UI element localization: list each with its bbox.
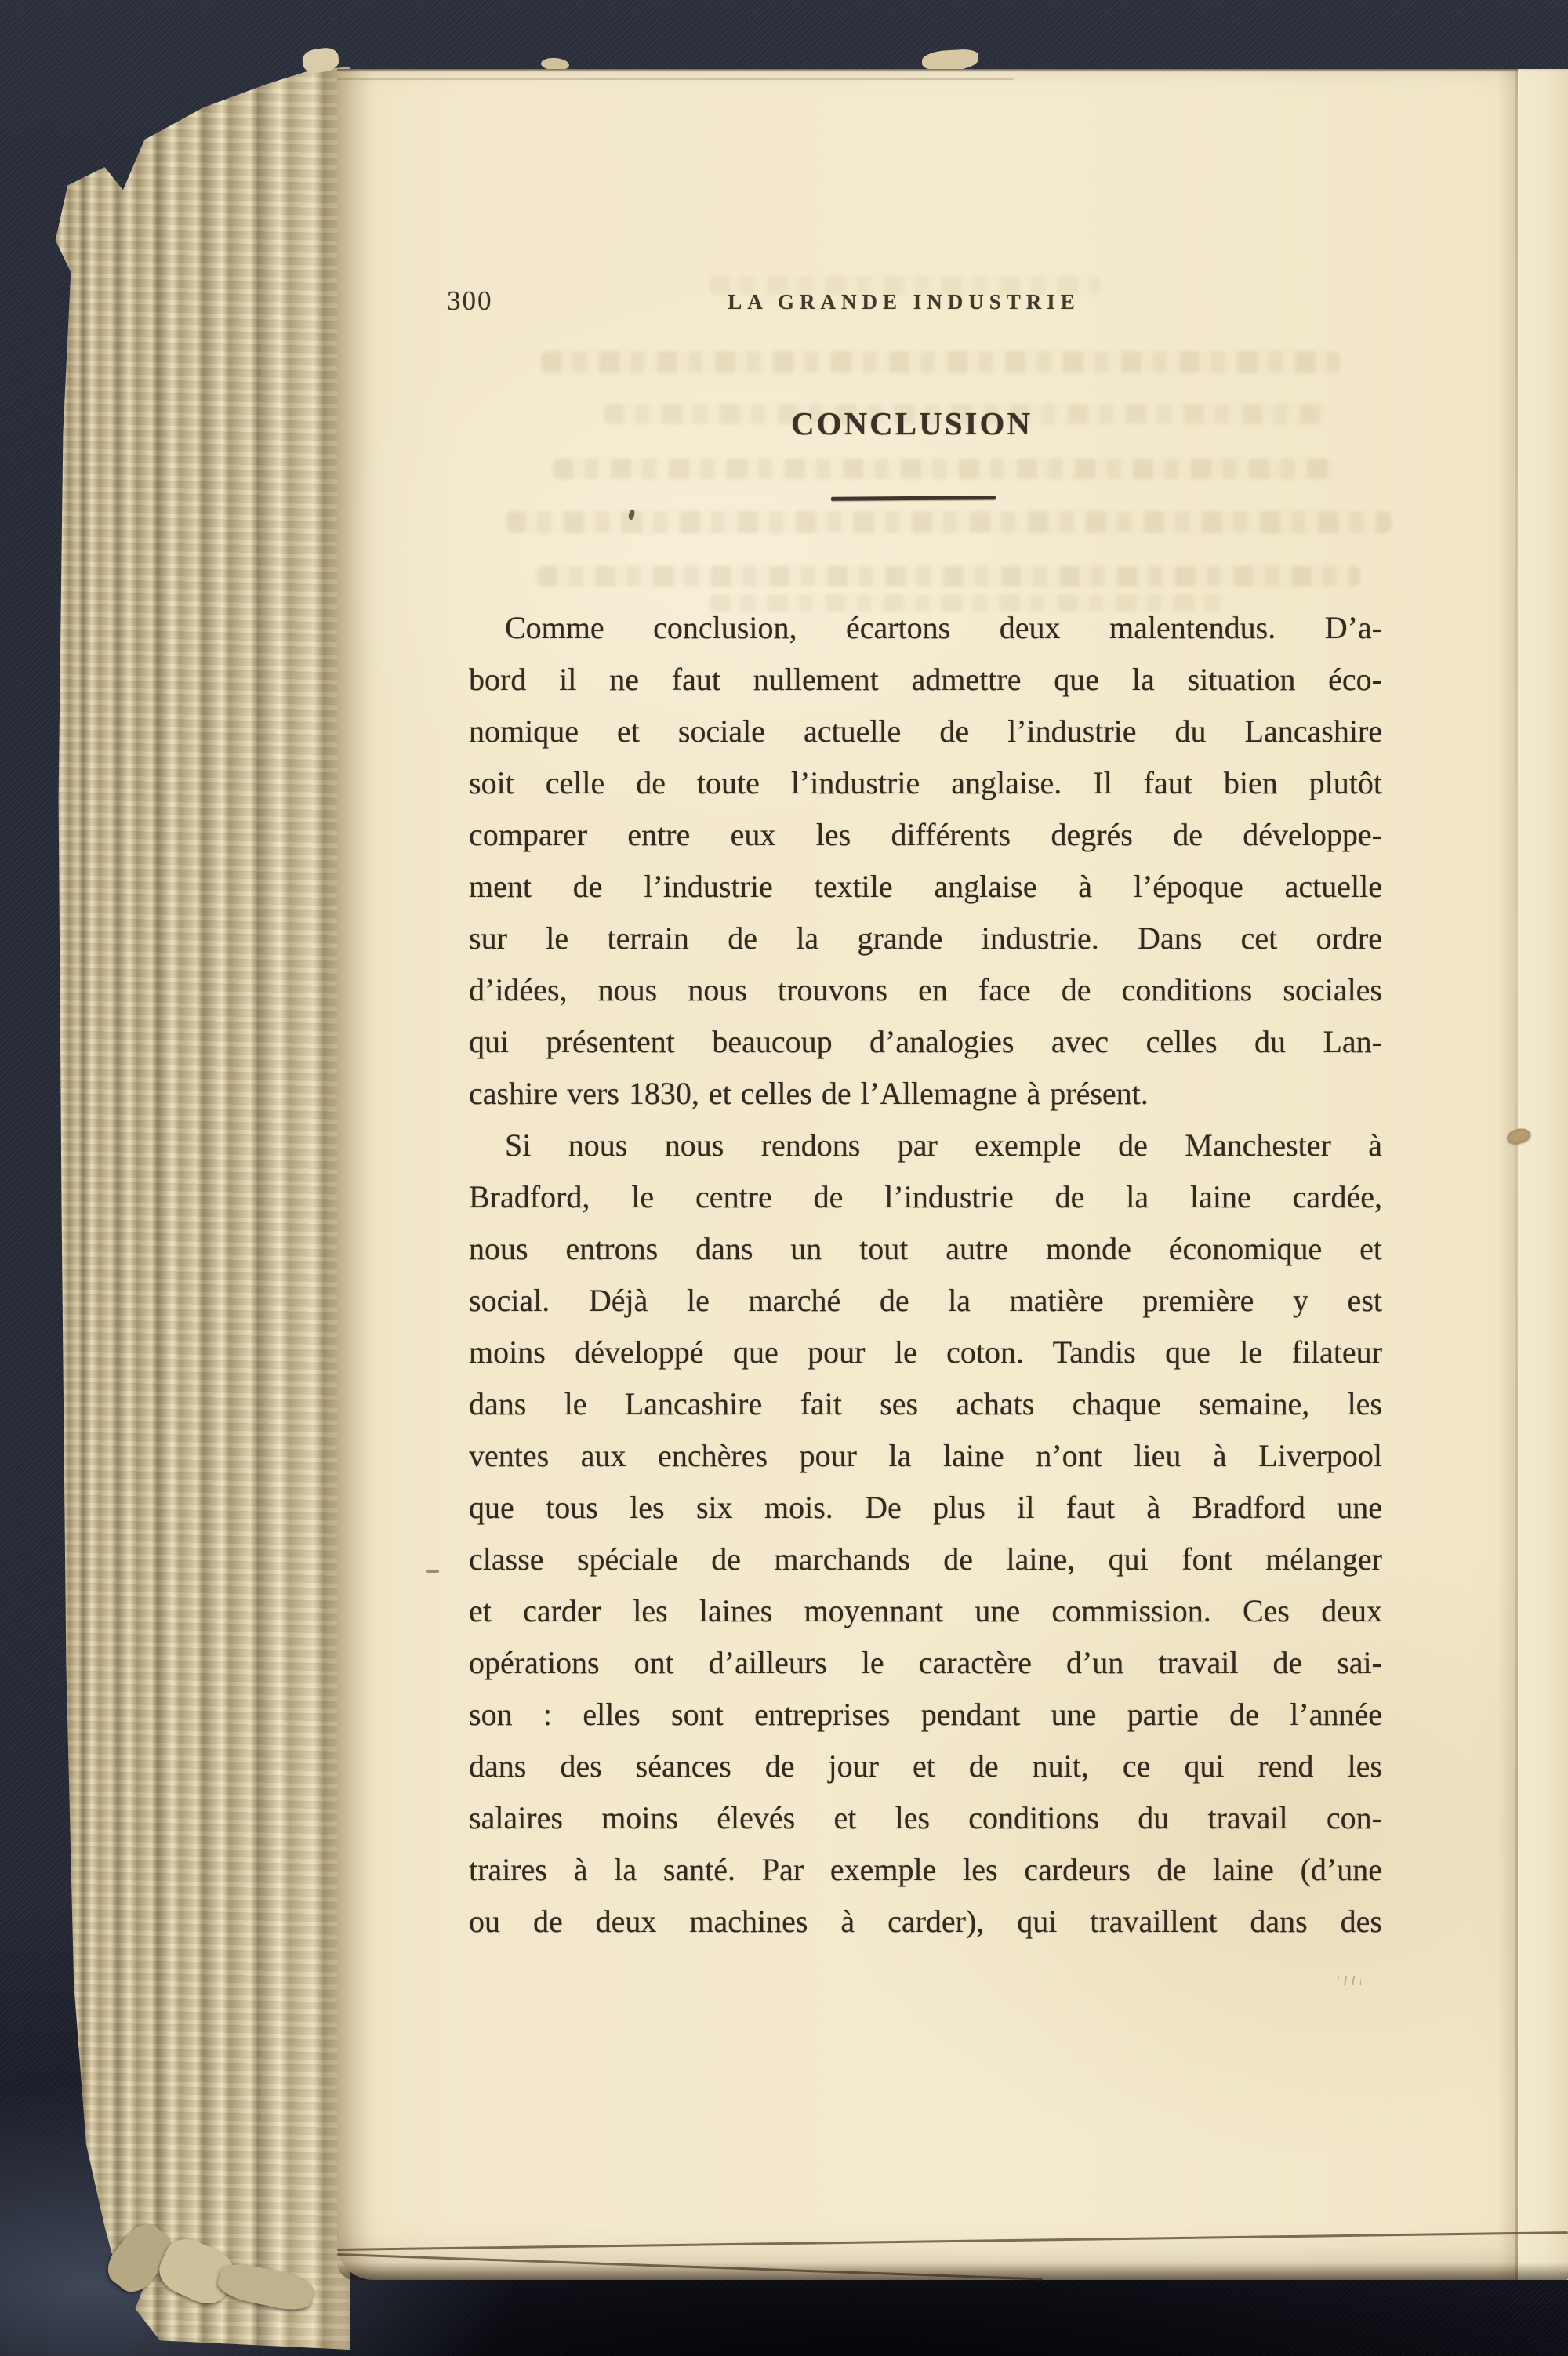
text-line: comparer entre eux les différents degrés de développe- <box>469 817 1382 852</box>
text-line: ment de l’industrie textile anglaise à l’époque actuelle <box>469 869 1382 904</box>
text-block <box>469 602 1382 1948</box>
margin-mark <box>426 1570 439 1573</box>
text-line: que tous les six mois. De plus il faut à Bradford une <box>469 1490 1382 1525</box>
running-title: LA GRANDE INDUSTRIE <box>728 290 1080 314</box>
page-number: 300 <box>447 285 493 316</box>
text-line: dans des séances de jour et de nuit, ce qui rend les <box>469 1748 1382 1784</box>
text-line: traires à la santé. Par exemple les cardeurs de laine (d’une <box>469 1852 1382 1887</box>
page-stack-edges <box>43 67 350 2350</box>
text-line: bord il ne faut nullement admettre que la situation éco- <box>469 662 1382 697</box>
text-line: moins développé que pour le coton. Tandis que le filateur <box>469 1334 1382 1370</box>
text-line: opérations ont d’ailleurs le caractère d’un travail de sai- <box>469 1645 1382 1680</box>
stray-ink-marks <box>1338 1976 1361 1985</box>
text-line: cashire vers 1830, et celles de l’Allemagne à présent. <box>469 1076 1149 1111</box>
text-line: nomique et sociale actuelle de l’industrie du Lancashire <box>469 713 1382 749</box>
text-line: dans le Lancashire fait ses achats chaque semaine, les <box>469 1386 1382 1421</box>
text-line: Bradford, le centre de l’industrie de la laine cardée, <box>469 1179 1382 1214</box>
text-line: Si nous nous rendons par exemple de Manchester à <box>505 1127 1382 1163</box>
text-line: et carder les laines moyennant une commission. Ces deux <box>469 1593 1382 1628</box>
text-line: classe spéciale de marchands de laine, qui font mélanger <box>469 1541 1382 1577</box>
text-line: Comme conclusion, écartons deux malentendus. D’a- <box>505 610 1382 645</box>
text-line: d’idées, nous nous trouvons en face de conditions sociales <box>469 972 1382 1007</box>
section-divider-rule <box>831 496 996 500</box>
text-line: ou de deux machines à carder), qui travaillent dans des <box>469 1904 1382 1939</box>
text-line: ventes aux enchères pour la laine n’ont lieu à Liverpool <box>469 1438 1382 1473</box>
ink-speck <box>627 509 635 520</box>
chapter-heading: CONCLUSION <box>791 405 1033 441</box>
text-line: nous entrons dans un tout autre monde économique et <box>469 1231 1382 1266</box>
text-line: sur le terrain de la grande industrie. Dans cet ordre <box>469 920 1382 956</box>
text-line: salaires moins élevés et les conditions du travail con- <box>469 1800 1382 1835</box>
text-line: qui présentent beaucoup d’analogies avec celles du Lan- <box>469 1024 1382 1059</box>
text-line: son : elles sont entreprises pendant une partie de l’année <box>469 1697 1382 1732</box>
printed-content <box>337 69 1568 2280</box>
text-line: soit celle de toute l’industrie anglaise. Il faut bien plutôt <box>469 765 1382 800</box>
text-line: social. Déjà le marché de la matière première y est <box>469 1283 1382 1318</box>
book-page <box>337 69 1568 2280</box>
